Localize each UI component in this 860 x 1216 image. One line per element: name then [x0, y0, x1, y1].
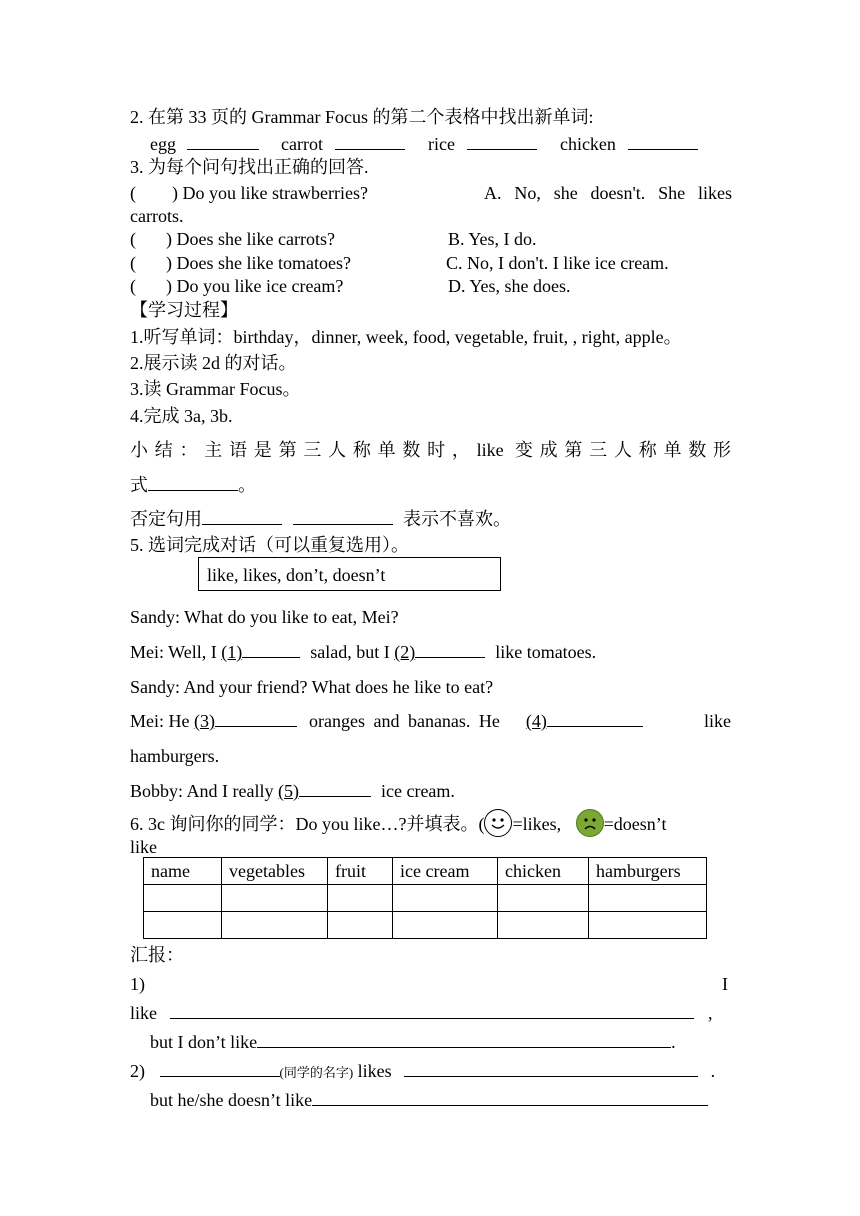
frown-face-icon [576, 809, 604, 837]
report-2-line [130, 1060, 715, 1084]
table-header: chicken [498, 858, 589, 885]
report-but: but he/she doesn’t like [150, 1090, 313, 1110]
blank-2-label: (2) [394, 642, 416, 662]
survey-table [143, 857, 707, 939]
dialog-line-2 [130, 641, 596, 663]
likes-label: =likes, [512, 814, 562, 834]
dialog-line-1: Sandy: What do you like to eat, Mei? [130, 607, 399, 627]
dialog-line-3: Sandy: And your friend? What does he like to eat? [130, 677, 494, 697]
table-cell[interactable] [589, 912, 707, 939]
table-cell[interactable] [393, 912, 498, 939]
process-step-1: 1.听写单词：birthday，dinner, week, food, vegetable, fruit, , right, apple。 [130, 327, 682, 347]
open-paren: ( [130, 276, 136, 296]
table-cell[interactable] [328, 885, 393, 912]
table-cell[interactable] [144, 912, 222, 939]
table-header-row [144, 858, 707, 885]
word-chicken: chicken [559, 134, 616, 154]
dialog-text: Bobby: And I really [130, 781, 278, 801]
question-1: ) Do you like strawberries? [172, 183, 368, 203]
table-cell[interactable] [328, 912, 393, 939]
blank-1[interactable] [242, 641, 300, 658]
negative-blank-2[interactable] [293, 508, 393, 525]
table-header: name [144, 858, 222, 885]
answer-c: C. No, I don't. I like ice cream. [446, 253, 669, 273]
carrot-blank[interactable] [335, 133, 405, 150]
word-choice-box: like, likes, don’t, doesn’t [198, 557, 501, 591]
q6-title-text: 6. 3c 询问你的同学：Do you like…?并填表。( [130, 814, 485, 834]
negative-blank-1[interactable] [202, 508, 282, 525]
table-header: vegetables [222, 858, 328, 885]
q2-title: 2. 在第 33 页的 Grammar Focus 的第二个表格中找出新单词: [130, 107, 594, 127]
q3-row-1 [130, 182, 368, 204]
report-2-number: 2) [130, 1061, 145, 1081]
q3-row-2 [130, 228, 335, 250]
report-2-name-note: (同学的名字) [279, 1065, 354, 1080]
table-header: hamburgers [589, 858, 707, 885]
word-carrot: carrot [281, 134, 323, 154]
blank-3-label: (3) [193, 711, 215, 731]
table-cell[interactable] [144, 885, 222, 912]
summary-suffix: 。 [238, 475, 256, 495]
report-comma: , [708, 1003, 713, 1023]
table-cell[interactable] [498, 912, 589, 939]
table-cell[interactable] [589, 885, 707, 912]
dialog-text: Mei: Well, I [130, 642, 222, 662]
egg-blank[interactable] [187, 133, 259, 150]
process-step-3: 3.读 Grammar Focus。 [130, 379, 301, 399]
table-cell[interactable] [222, 912, 328, 939]
answer-d: D. Yes, she does. [448, 276, 571, 296]
report-1-number: 1) [130, 974, 145, 994]
q2-words-row [150, 133, 698, 155]
report-2-dislike-line [150, 1089, 708, 1111]
table-row [144, 912, 707, 939]
negative-line [130, 508, 511, 530]
answer-a-cont: carrots. [130, 206, 184, 226]
q3-title: 3. 为每个问句找出正确的回答. [130, 157, 369, 177]
q5-title: 5. 选词完成对话（可以重复选用）。 [130, 535, 409, 555]
negative-suffix: 表示不喜欢。 [403, 509, 511, 529]
blank-3[interactable] [215, 710, 297, 727]
dialog-line-6 [130, 780, 455, 802]
summary-blank[interactable] [148, 474, 238, 491]
q3-row-3 [130, 252, 351, 274]
report-heading: 汇报： [130, 945, 184, 965]
blank-5[interactable] [299, 780, 371, 797]
table-cell[interactable] [498, 885, 589, 912]
rice-blank[interactable] [467, 133, 537, 150]
table-cell[interactable] [393, 885, 498, 912]
answer-a: A. No, she doesn't. She likes [484, 183, 732, 203]
process-heading: 【学习过程】 [130, 300, 238, 320]
table-row [144, 885, 707, 912]
report-but: but I don’t like [150, 1032, 258, 1052]
blank-4[interactable] [547, 710, 643, 727]
chicken-blank[interactable] [628, 133, 698, 150]
dialog-text: salad, but I [310, 642, 395, 662]
q3-row-4 [130, 275, 343, 297]
report-period: . [671, 1032, 676, 1052]
report-like: like [130, 1003, 157, 1023]
table-header: ice cream [393, 858, 498, 885]
report-1-dislike-line [150, 1031, 676, 1053]
answer-b: B. Yes, I do. [448, 229, 537, 249]
blank-5-label: (5) [277, 781, 299, 801]
open-paren: ( [130, 229, 136, 249]
dialog-text: oranges and bananas. He [308, 711, 500, 731]
report-1-subject: I [722, 974, 728, 994]
blank-2[interactable] [415, 641, 485, 658]
report-2-name-blank[interactable] [160, 1060, 280, 1077]
dialog-text: ice cream. [380, 781, 455, 801]
report-1-dislike-blank[interactable] [257, 1031, 671, 1048]
process-step-4: 4.完成 3a, 3b. [130, 406, 233, 426]
report-1-like-line [130, 1002, 713, 1024]
dialog-line-5: hamburgers. [130, 746, 220, 766]
question-2: ) Does she like carrots? [166, 229, 335, 249]
blank-4-label: (4) [525, 711, 547, 731]
dialog-line-4 [130, 710, 731, 732]
doesnt-like-label: =doesn’t [603, 814, 667, 834]
process-step-2: 2.展示读 2d 的对话。 [130, 353, 297, 373]
q6-title-cont: like [130, 837, 157, 857]
table-header: fruit [328, 858, 393, 885]
dialog-text: Mei: He [130, 711, 194, 731]
blank-1-label: (1) [221, 642, 243, 662]
negative-prefix: 否定句用 [130, 509, 202, 529]
report-likes: likes [357, 1061, 392, 1081]
table-cell[interactable] [222, 885, 328, 912]
open-paren: ( [130, 183, 136, 203]
summary-line-1: 小结：主语是第三人称单数时，like 变成第三人称单数形 [130, 440, 731, 460]
dialog-text: like [704, 711, 731, 731]
report-2-dislike-blank[interactable] [312, 1089, 708, 1106]
question-3: ) Does she like tomatoes? [166, 253, 351, 273]
smiley-face-icon [484, 809, 512, 837]
report-1-like-blank[interactable] [170, 1002, 694, 1019]
report-2-likes-blank[interactable] [404, 1060, 698, 1077]
word-rice: rice [427, 134, 455, 154]
question-4: ) Do you like ice cream? [166, 276, 344, 296]
dialog-text: like tomatoes. [495, 642, 597, 662]
summary-prefix: 式 [130, 475, 148, 495]
report-period: . [710, 1061, 716, 1081]
word-egg: egg [150, 134, 176, 154]
open-paren: ( [130, 253, 136, 273]
summary-line-2 [130, 474, 256, 496]
q6-title [130, 809, 666, 837]
